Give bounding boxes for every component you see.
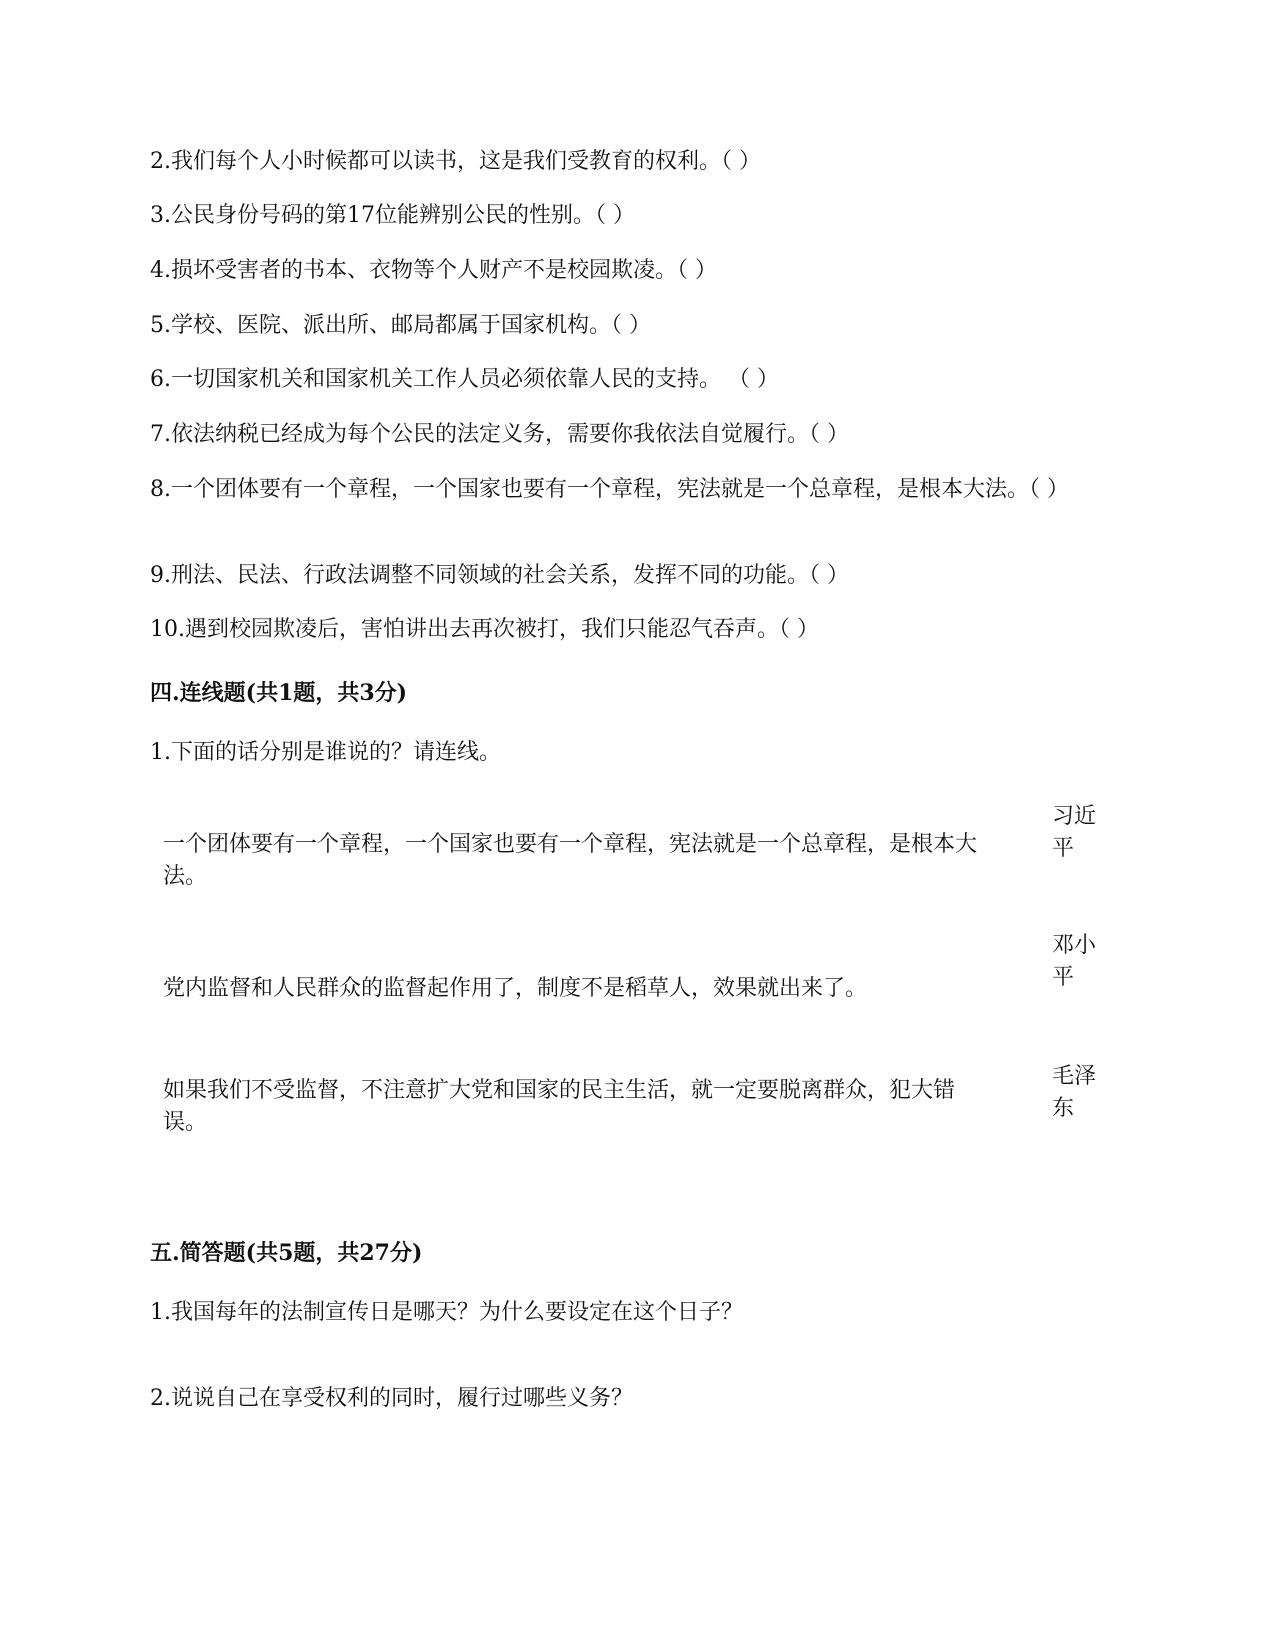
matching-quote: 党内监督和人民群众的监督起作用了，制度不是稻草人，效果就出来了。 <box>163 976 868 1001</box>
tf-question: 4.损坏受害者的书本、衣物等个人财产不是校园欺凌。（ ） <box>150 258 717 283</box>
tf-question: 7.依法纳税已经成为每个公民的法定义务，需要你我依法自觉履行。（ ） <box>150 422 849 447</box>
matching-quote: 如果我们不受监督，不注意扩大党和国家的民主生活，就一定要脱离群众，犯大错误。 <box>163 1078 956 1135</box>
section-heading: 四.连线题(共1题，共3分) <box>150 680 408 706</box>
matching-question: 1.下面的话分别是谁说的？请连线。 <box>150 740 501 765</box>
matching-person: 毛泽东 <box>1052 1064 1097 1121</box>
tf-question: 2.我们每个人小时候都可以读书，这是我们受教育的权利。（ ） <box>150 149 761 174</box>
tf-question: 8.一个团体要有一个章程，一个国家也要有一个章程，宪法就是一个总章程，是根本大法。（ ） <box>150 477 1069 502</box>
matching-person: 邓小平 <box>1052 933 1097 990</box>
tf-question: 3.公民身份号码的第17位能辨别公民的性别。（ ） <box>150 203 635 228</box>
tf-question: 9.刑法、民法、行政法调整不同领域的社会关系，发挥不同的功能。（ ） <box>150 563 849 588</box>
matching-quote: 一个团体要有一个章程，一个国家也要有一个章程，宪法就是一个总章程，是根本大法。 <box>163 832 978 889</box>
tf-question: 10.遇到校园欺凌后，害怕讲出去再次被打，我们只能忍气吞声。（ ） <box>150 617 819 642</box>
short-answer-question: 1.我国每年的法制宣传日是哪天？为什么要设定在这个日子？ <box>150 1300 743 1325</box>
tf-question: 5.学校、医院、派出所、邮局都属于国家机构。（ ） <box>150 313 651 338</box>
short-answer-question: 2.说说自己在享受权利的同时，履行过哪些义务？ <box>150 1386 633 1411</box>
section-heading: 五.简答题(共5题，共27分) <box>150 1240 423 1266</box>
tf-question: 6.一切国家机关和国家机关工作人员必须依靠人民的支持。 （ ） <box>150 367 779 392</box>
matching-person: 习近平 <box>1052 804 1097 861</box>
